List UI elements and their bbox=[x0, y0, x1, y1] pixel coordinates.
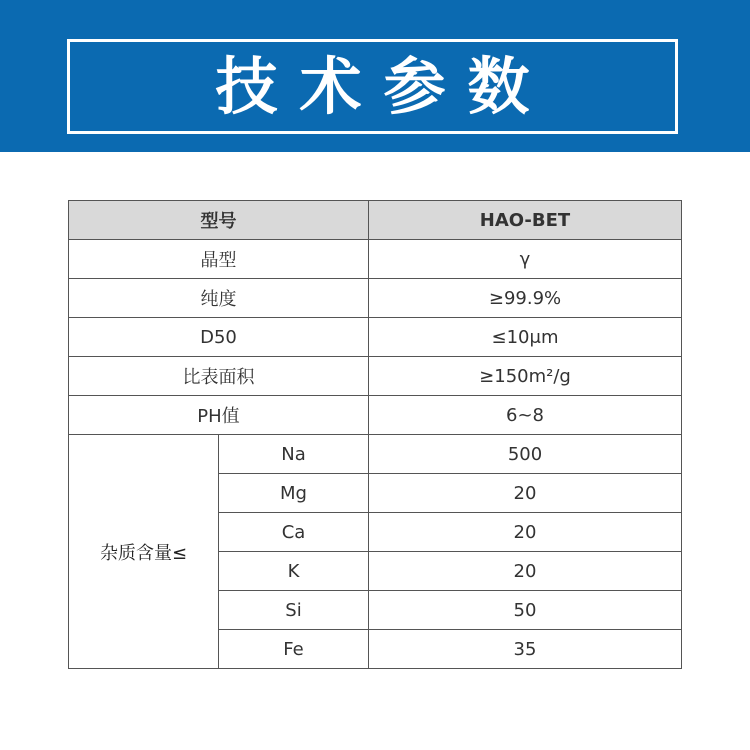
row-property: PH值 bbox=[69, 396, 369, 435]
impurity-element: K bbox=[219, 552, 369, 591]
row-value: ≥150m²/g bbox=[369, 357, 682, 396]
row-value: ≥99.9% bbox=[369, 279, 682, 318]
row-value: ≤10μm bbox=[369, 318, 682, 357]
impurity-value: 35 bbox=[369, 630, 682, 669]
table-row bbox=[69, 396, 682, 435]
spec-table bbox=[68, 200, 682, 669]
impurity-element: Na bbox=[219, 435, 369, 474]
impurity-value: 20 bbox=[369, 552, 682, 591]
header-property: 型号 bbox=[69, 201, 369, 240]
header-model: HAO-BET bbox=[369, 201, 682, 240]
row-property: 纯度 bbox=[69, 279, 369, 318]
banner bbox=[0, 0, 750, 152]
table-row bbox=[69, 318, 682, 357]
table-row bbox=[69, 240, 682, 279]
impurity-element: Mg bbox=[219, 474, 369, 513]
page-title: 技术参数 bbox=[215, 49, 552, 123]
impurity-element: Fe bbox=[219, 630, 369, 669]
row-value: γ bbox=[369, 240, 682, 279]
table-header-row bbox=[69, 201, 682, 240]
impurity-label: 杂质含量≤ bbox=[69, 435, 219, 669]
row-property: 比表面积 bbox=[69, 357, 369, 396]
impurity-value: 20 bbox=[369, 474, 682, 513]
impurity-value: 20 bbox=[369, 513, 682, 552]
table-row bbox=[69, 357, 682, 396]
impurity-row bbox=[69, 435, 682, 474]
table-row bbox=[69, 279, 682, 318]
impurity-value: 50 bbox=[369, 591, 682, 630]
row-property: 晶型 bbox=[69, 240, 369, 279]
impurity-value: 500 bbox=[369, 435, 682, 474]
row-property: D50 bbox=[69, 318, 369, 357]
row-value: 6~8 bbox=[369, 396, 682, 435]
impurity-element: Si bbox=[219, 591, 369, 630]
banner-frame bbox=[67, 39, 678, 134]
impurity-element: Ca bbox=[219, 513, 369, 552]
